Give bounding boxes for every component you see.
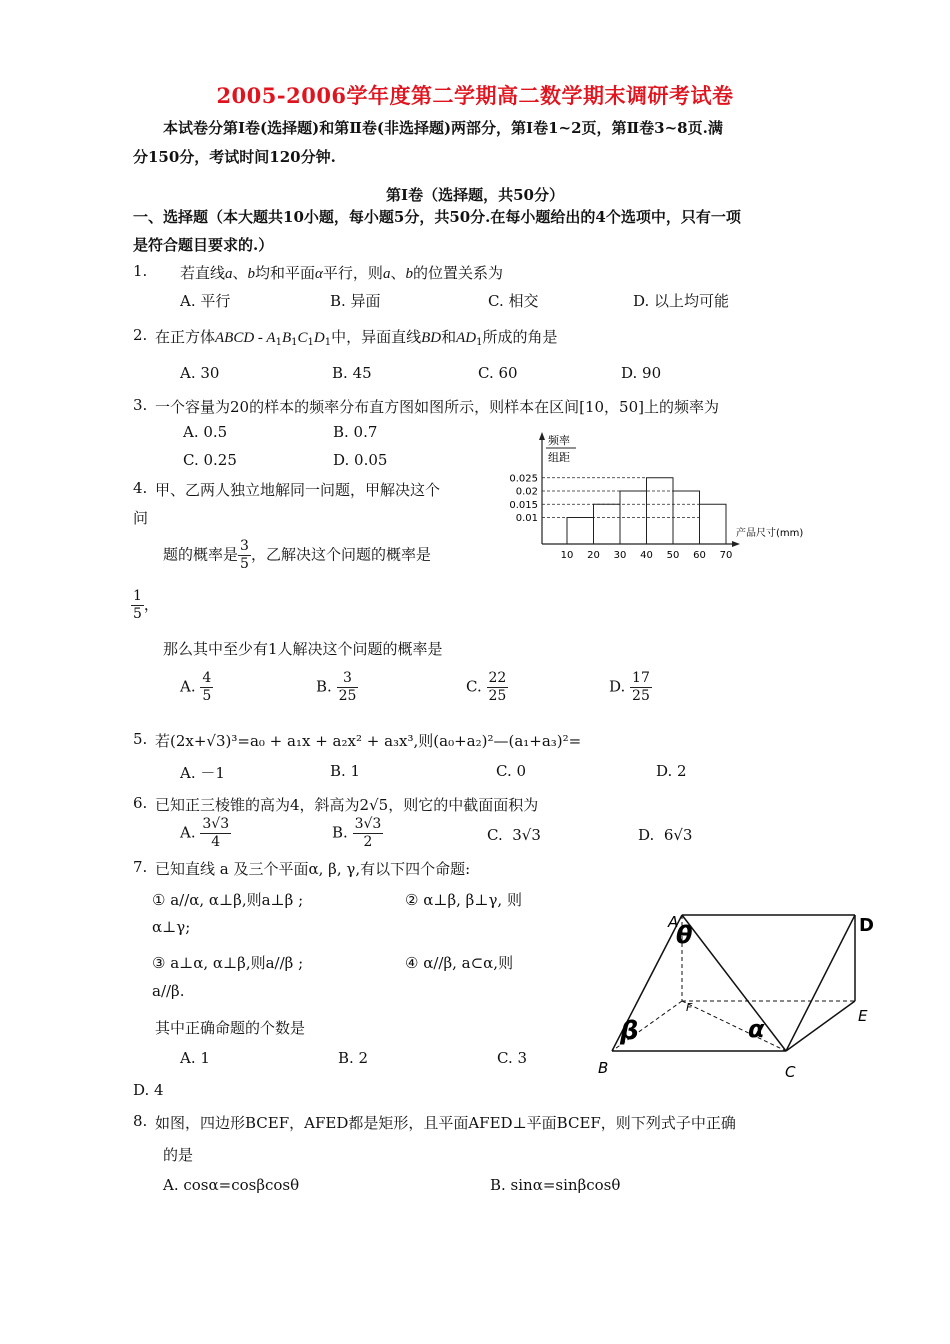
q7-number: 7. xyxy=(133,858,148,876)
q3-option-b: B. 0.7 xyxy=(333,423,378,441)
q4-frac-yi: $\frac{1}{5}$ ， xyxy=(133,588,159,622)
q5-number: 5. xyxy=(133,730,148,748)
q7-option-a: A. 1 xyxy=(180,1049,210,1067)
page-title: 2005-2006学年度第二学期高二数学期末调研考试卷 xyxy=(216,83,734,108)
q2-stem: 在正方体ABCD - $A_1B_1C_1D_1$中，异面直线BD和$AD_1$所成的角是 xyxy=(155,328,558,348)
q5-option-b: B. 1 xyxy=(330,762,361,780)
q6-number: 6. xyxy=(133,794,148,812)
q3-option-c: C. 0.25 xyxy=(183,451,237,469)
x-tick-label: 10 xyxy=(560,550,574,561)
x-tick-label: 40 xyxy=(640,550,653,561)
vertex-e-label: E xyxy=(858,1007,868,1025)
histogram-ylabel-bottom: 组距 xyxy=(548,451,570,464)
histogram-bar xyxy=(700,504,727,544)
prism-figure xyxy=(590,905,890,1085)
q5-option-c: C. 0 xyxy=(496,762,527,780)
q7-option-b: B. 2 xyxy=(338,1049,369,1067)
y-tick-label: 0.02 xyxy=(515,486,538,498)
q7-prop-4b: a//β. xyxy=(152,982,185,1000)
q7-prop-2: ② α⊥β, β⊥γ, 则 xyxy=(405,891,522,909)
frequency-histogram xyxy=(500,428,820,568)
q7-prop-1: ① a//α, α⊥β,则a⊥β ; xyxy=(152,891,304,909)
histogram-ylabel-top: 频率 xyxy=(548,434,570,447)
q4-frac-jia: $\frac{3}{5}$ xyxy=(240,538,249,572)
q6-option-b: B. $\frac{3√3}{2}$ xyxy=(332,816,382,850)
q1-option-c: C. 相交 xyxy=(488,292,539,310)
q8-number: 8. xyxy=(133,1112,148,1130)
q3-number: 3. xyxy=(133,396,148,414)
q4-option-c: C. $\frac{22}{25}$ xyxy=(466,670,507,704)
q4-line-3: 那么其中至少有1人解决这个问题的概率是 xyxy=(163,640,443,658)
vertex-f-label: F xyxy=(686,1001,693,1014)
q6-option-d: D. 6√3 xyxy=(638,826,693,844)
q1-option-b: B. 异面 xyxy=(330,292,381,310)
histogram-bar xyxy=(673,491,700,544)
q4-line-1b: 问 xyxy=(133,509,149,527)
y-tick-label: 0.025 xyxy=(509,473,538,485)
x-axis-arrow xyxy=(732,541,740,547)
part1-heading: 第Ⅰ卷（选择题，共50分） xyxy=(386,186,564,204)
section1-line-1: 一、选择题（本大题共10小题，每小题5分，共50分.在每小题给出的4个选项中，只有一项 xyxy=(133,208,741,226)
histogram-bar xyxy=(647,478,674,544)
q5-option-d: D. 2 xyxy=(656,762,687,780)
x-tick-label: 70 xyxy=(719,550,733,561)
x-tick-label: 60 xyxy=(693,550,706,561)
y-tick-label: 0.01 xyxy=(515,513,538,524)
q6-stem: 已知正三棱锥的高为4，斜高为2√5，则它的中截面面积为 xyxy=(155,796,539,814)
q8-option-a: A. cosα=cosβcosθ xyxy=(163,1176,300,1194)
vertex-b-label: B xyxy=(598,1059,609,1077)
y-tick-label: 0.015 xyxy=(509,499,538,511)
angle-theta-label: θ xyxy=(676,921,693,949)
q6-option-c: C. 3√3 xyxy=(487,826,541,844)
angle-alpha-label: α xyxy=(748,1015,765,1043)
q7-stem: 已知直线 a 及三个平面α, β, γ,有以下四个命题: xyxy=(155,860,471,878)
q4-option-b: B. $\frac{3}{25}$ xyxy=(316,670,357,704)
q2-option-d: D. 90 xyxy=(621,364,662,382)
q7-option-d: D. 4 xyxy=(133,1081,164,1099)
vertex-a-label: A xyxy=(668,913,679,931)
q7-prop-3: ③ a⊥α, α⊥β,则a//β ; xyxy=(152,954,304,972)
histogram-xlabel: 产品尺寸(mm) xyxy=(736,528,804,539)
x-tick-label: 20 xyxy=(587,550,600,561)
q7-option-c: C. 3 xyxy=(497,1049,528,1067)
q1-option-a: A. 平行 xyxy=(180,292,231,310)
q4-line-2: 题的概率是 $\frac{3}{5}$ ，乙解决这个问题的概率是 xyxy=(163,538,431,572)
x-tick-label: 30 xyxy=(613,550,627,561)
q3-option-a: A. 0.5 xyxy=(183,423,228,441)
q4-line-1: 甲、乙两人独立地解同一问题，甲解决这个 xyxy=(155,481,441,499)
q2-option-a: A. 30 xyxy=(180,364,220,382)
q2-option-b: B. 45 xyxy=(332,364,372,382)
q1-number: 1. xyxy=(133,262,148,280)
q7-prop-2b: α⊥γ; xyxy=(152,918,191,936)
q1-option-d: D. 以上均可能 xyxy=(633,292,730,310)
intro-line-2: 分150分，考试时间120分钟. xyxy=(133,148,336,166)
q7-prop-4: ④ α//β, a⊂α,则 xyxy=(405,954,514,972)
q8-option-b: B. sinα=sinβcosθ xyxy=(490,1176,621,1194)
vertex-d-label: D xyxy=(859,915,874,936)
q5-stem: 若(2x+√3)³=a₀ + a₁x + a₂x² + a₃x³,则(a₀+a₂)²—(a₁+a₃)²= xyxy=(155,732,582,750)
q7-question: 其中正确命题的个数是 xyxy=(155,1019,306,1037)
q1-stem: 若直线a、b均和平面α平行，则a、b的位置关系为 xyxy=(180,264,503,282)
histogram-bar xyxy=(567,518,594,545)
q2-number: 2. xyxy=(133,326,148,344)
q2-option-c: C. 60 xyxy=(478,364,518,382)
q3-stem: 一个容量为20的样本的频率分布直方图如图所示，则样本在区间[10，50]上的频率为 xyxy=(155,398,719,416)
intro-line-1: 本试卷分第Ⅰ卷(选择题)和第Ⅱ卷(非选择题)两部分，第Ⅰ卷1~2页，第Ⅱ卷3~8页.满 xyxy=(163,119,723,137)
y-axis-arrow xyxy=(539,432,545,440)
angle-beta-label: β xyxy=(620,1016,639,1046)
vertex-c-label: C xyxy=(785,1063,796,1081)
q3-option-d: D. 0.05 xyxy=(333,451,388,469)
q4-option-a: A. $\frac{4}{5}$ xyxy=(180,670,212,704)
histogram-bar xyxy=(594,504,621,544)
q6-option-a: A. $\frac{3√3}{4}$ xyxy=(180,816,230,850)
x-tick-label: 50 xyxy=(666,550,680,561)
q4-option-d: D. $\frac{17}{25}$ xyxy=(609,670,650,704)
q8-line-1: 如图，四边形BCEF，AFED都是矩形，且平面AFED⊥平面BCEF，则下列式子中正确 xyxy=(155,1114,736,1132)
q5-option-a: A. －1 xyxy=(180,764,225,782)
q4-number: 4. xyxy=(133,479,148,497)
q8-line-2: 的是 xyxy=(163,1146,194,1164)
section1-line-2: 是符合题目要求的.） xyxy=(133,236,274,254)
